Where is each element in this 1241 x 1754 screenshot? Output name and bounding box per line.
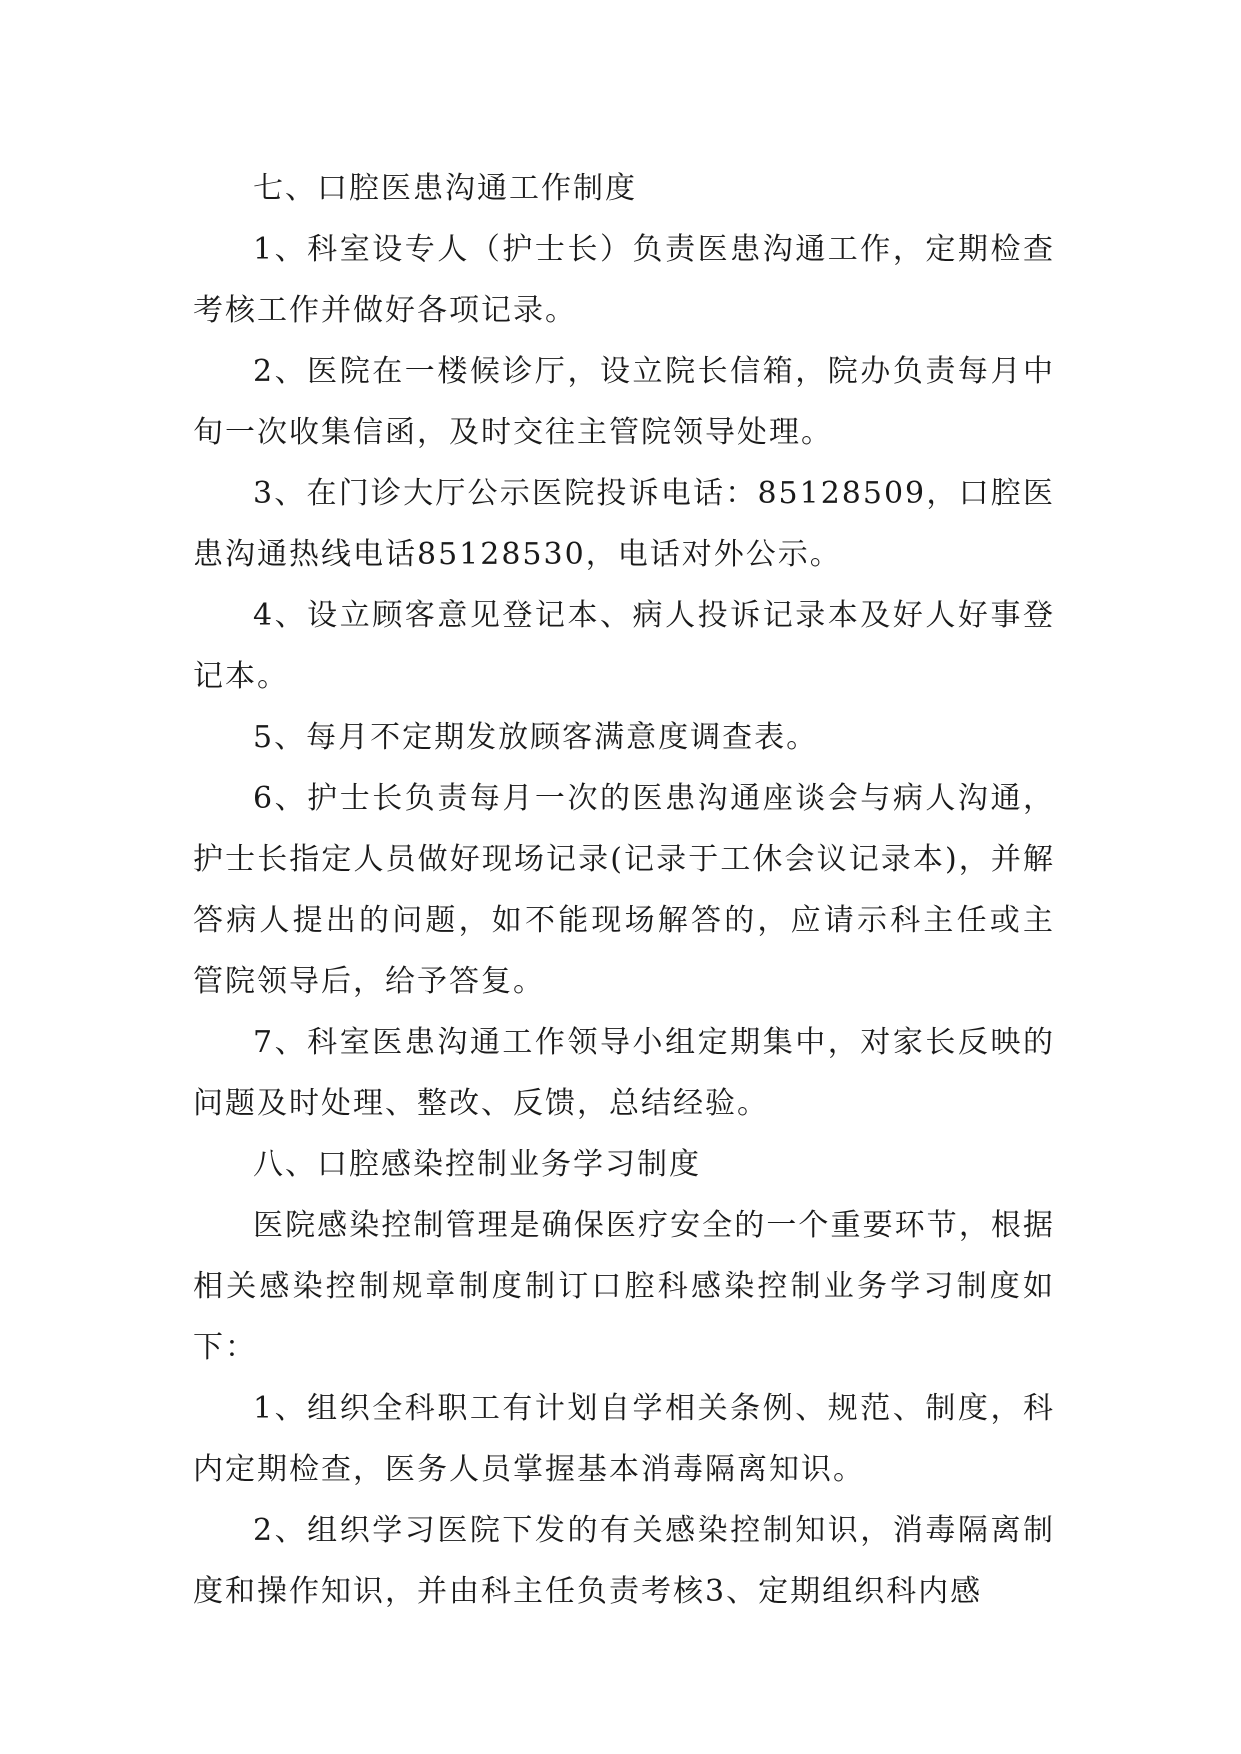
section-heading-7: 七、口腔医患沟通工作制度 [253,171,637,206]
section-heading-8: 八、口腔感染控制业务学习制度 [253,1147,701,1182]
paragraph-7-6: 6、护士长负责每月一次的医患沟通座谈会与病人沟通，护士长指定人员做好现场记录(记录于工休会议记录本)，并解答病人提出的问题，如不能现场解答的，应请示科主任或主管院领导后，给予答复。 [193,781,1055,999]
paragraph-7-5: 5、每月不定期发放顾客满意度调查表。 [253,720,819,755]
paragraph-7-3: 3、在门诊大厅公示医院投诉电话：85128509，口腔医患沟通热线电话85128530，电话对外公示。 [193,476,1055,572]
paragraph-7-4: 4、设立顾客意见登记本、病人投诉记录本及好人好事登记本。 [193,598,1055,694]
paragraph-8-intro: 医院感染控制管理是确保医疗安全的一个重要环节，根据相关感染控制规章制度制订口腔科感染控制业务学习制度如下： [193,1208,1055,1365]
document-body [193,158,1055,1622]
paragraph-7-2: 2、医院在一楼候诊厅，设立院长信箱，院办负责每月中旬一次收集信函，及时交往主管院领导处理。 [193,354,1055,450]
paragraph-7-1: 1、科室设专人（护士长）负责医患沟通工作，定期检查考核工作并做好各项记录。 [193,232,1055,328]
paragraph-8-1: 1、组织全科职工有计划自学相关条例、规范、制度，科内定期检查，医务人员掌握基本消毒隔离知识。 [193,1391,1055,1487]
paragraph-7-7: 7、科室医患沟通工作领导小组定期集中，对家长反映的问题及时处理、整改、反馈，总结经验。 [193,1025,1055,1121]
paragraph-8-2: 2、组织学习医院下发的有关感染控制知识，消毒隔离制度和操作知识，并由科主任负责考核3、定期组织科内感 [193,1513,1055,1609]
